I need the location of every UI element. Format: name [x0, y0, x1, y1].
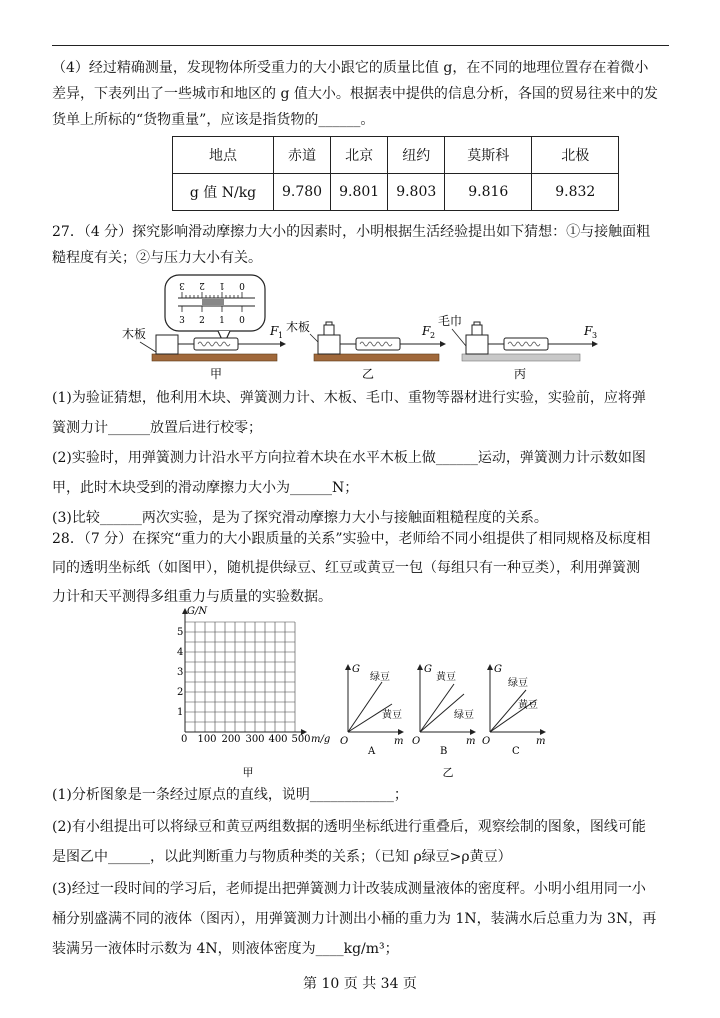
- q27-intro: [52, 219, 670, 271]
- q27-p1a: (1)为验证猜想，他利用木块、弹簧测力计、木板、毛巾、重物等器材进行实验，实验前，应将弹: [52, 390, 646, 406]
- q28-p3c: 装满另一液体时示数为 4N，则液体密度为____kg/m³；: [52, 941, 399, 957]
- g-axis-label: G: [424, 664, 432, 675]
- q28-p1: (1)分析图象是一条经过原点的直线，说明____________；: [52, 787, 408, 803]
- force-label-f3: F: [584, 324, 593, 338]
- table-cell: 地点: [173, 137, 274, 174]
- table-cell: 赤道: [274, 137, 331, 174]
- m-axis-label: m: [394, 736, 404, 747]
- top-rule: [52, 45, 669, 46]
- scale-number: 2: [199, 280, 205, 290]
- x-tick-label: 100: [197, 734, 217, 745]
- board-label: 木板: [122, 327, 147, 341]
- table-row: [173, 174, 619, 211]
- graph-b: [412, 664, 476, 757]
- caption-yi: 乙: [442, 766, 454, 779]
- q28-p3b: 桶分别盛满不同的液体（图丙），用弹簧测力计测出小桶的重力为 1N，装满水后总重力为 3N，再: [52, 911, 657, 927]
- y-tick-label: 2: [177, 687, 184, 698]
- q26-line2: 差异，下表列出了一些城市和地区的 g 值大小。根据表中提供的信息分析，各国的贸易往来中的发: [52, 86, 658, 102]
- q27-p2b: 甲，此时木块受到的滑动摩擦力大小为______N；: [52, 480, 359, 496]
- m-axis-label: m: [536, 736, 546, 747]
- q27-intro-line2: 糙程度有关；②与压力大小有关。: [52, 250, 262, 266]
- q28-parts: [52, 782, 670, 962]
- scale-number: 0: [239, 316, 245, 326]
- q26-line3: 货单上所标的“货物重量”，应该是指货物的______。: [52, 112, 375, 128]
- q27-intro-line1: 27．（4 分）探究影响滑动摩擦力大小的因素时，小明根据生活经验提出如下猜想：①与接触面粗: [52, 224, 651, 240]
- force-label-f1: F: [270, 324, 279, 338]
- force-label-f2: F: [422, 324, 431, 338]
- caption-bing: 丙: [514, 367, 527, 381]
- setup-bing: [438, 313, 598, 381]
- origin-label: O: [412, 736, 421, 747]
- caption-jia: 甲: [242, 766, 254, 779]
- q27-p2a: (2)实验时，用弹簧测力计沿水平方向拉着木块在水平木板上做______运动，弹簧测力计示数如图: [52, 450, 646, 466]
- line-label: 黄豆: [382, 710, 402, 721]
- table-cell: 9.780: [274, 174, 331, 211]
- x-tick-label: 300: [245, 734, 265, 745]
- line-label: 黄豆: [436, 672, 456, 683]
- origin-label: O: [482, 736, 491, 747]
- origin-label: O: [340, 736, 349, 747]
- x-tick-label: 400: [268, 734, 288, 745]
- q27-p1b: 簧测力计______放置后进行校零；: [52, 420, 262, 436]
- y-tick-label: 5: [177, 627, 184, 638]
- friction-experiment-figure: [110, 272, 610, 384]
- q28-p2a: (2)有小组提出可以将绿豆和黄豆两组数据的透明坐标纸进行重叠后，观察绘制的图象，图线可能: [52, 819, 646, 835]
- towel-label: 毛巾: [438, 314, 463, 328]
- y-tick-label: 3: [177, 667, 184, 678]
- table-cell: 9.803: [388, 174, 445, 211]
- grid-origin: 0: [181, 734, 188, 745]
- force-sub-3: 3: [592, 331, 598, 340]
- table-cell: 9.832: [532, 174, 619, 211]
- g-value-table: [172, 136, 619, 211]
- x-tick-label: 500: [291, 734, 311, 745]
- q26-part4: [52, 55, 670, 133]
- caption-yi: 乙: [362, 367, 375, 381]
- y-tick-label: 1: [177, 707, 184, 718]
- table-cell: 9.816: [445, 174, 532, 211]
- setup-jia: [122, 324, 286, 381]
- graph-letter: B: [440, 746, 448, 757]
- table-cell: 纽约: [388, 137, 445, 174]
- scale-number: 2: [199, 316, 205, 326]
- caption-jia: 甲: [210, 367, 223, 381]
- graph-c: [482, 664, 546, 757]
- table-cell: 北京: [331, 137, 388, 174]
- m-axis-label: m: [466, 736, 476, 747]
- graph-letter: A: [368, 746, 376, 757]
- graph-letter: C: [512, 746, 520, 757]
- grid-xlabel: m/g: [311, 734, 331, 745]
- q27-p3: (3)比较______两次实验，是为了探究滑动摩擦力大小与接触面粗糙程度的关系。: [52, 510, 548, 526]
- g-axis-label: G: [352, 664, 360, 675]
- grid-lines: [185, 622, 295, 732]
- table-header-row: [173, 137, 619, 174]
- q28-intro-line2: 同的透明坐标纸（如图甲），随机提供绿豆、红豆或黄豆一包（每组只有一种豆类），利用弹簧测: [52, 560, 640, 576]
- q26-line1: （4）经过精确测量，发现物体所受重力的大小跟它的质量比值 g，在不同的地理位置存在着微小: [52, 60, 649, 76]
- board-label: 木板: [286, 320, 311, 334]
- line-label: 黄豆: [518, 700, 538, 711]
- y-tick-label: 4: [177, 647, 184, 658]
- line-label: 绿豆: [370, 672, 390, 683]
- grid-paper-graph: [165, 604, 335, 780]
- table-cell: 9.801: [331, 174, 388, 211]
- table-cell: g 值 N/kg: [173, 174, 274, 211]
- scale-number: 1: [219, 280, 225, 290]
- scale-number: 1: [219, 316, 225, 326]
- force-sub-1: 1: [278, 331, 284, 340]
- q28-intro: [52, 526, 670, 610]
- setup-yi: [286, 319, 446, 381]
- small-graphs-yi: [336, 660, 556, 782]
- x-tick-label: 200: [221, 734, 241, 745]
- table-cell: 北极: [532, 137, 619, 174]
- force-sub-2: 2: [430, 331, 436, 340]
- scale-number: 3: [179, 316, 185, 326]
- g-axis-label: G: [494, 664, 502, 675]
- q28-intro-line3: 力计和天平测得多组重力与质量的实验数据。: [52, 589, 332, 605]
- q28-intro-line1: 28．（7 分）在探究“重力的大小跟质量的关系”实验中，老师给不同小组提供了相同规格及标度相: [52, 531, 651, 547]
- scale-number: 3: [179, 280, 185, 290]
- spring-scale-magnified: [165, 275, 265, 344]
- line-label: 绿豆: [508, 678, 528, 689]
- q28-p2b: 是图乙中______，以此判断重力与物质种类的关系；（已知 ρ绿豆>ρ黄豆）: [52, 849, 512, 865]
- q28-p3a: (3)经过一段时间的学习后，老师提出把弹簧测力计改装成测量液体的密度秤。小明小组用同一小: [52, 881, 646, 897]
- line-label: 绿豆: [454, 710, 474, 721]
- q27-parts: [52, 385, 670, 531]
- scale-number: 0: [239, 280, 245, 290]
- table-cell: 莫斯科: [445, 137, 532, 174]
- grid-ylabel: G/N: [187, 606, 208, 617]
- graph-a: [340, 664, 404, 757]
- page-footer: 第 10 页 共 34 页: [303, 976, 417, 992]
